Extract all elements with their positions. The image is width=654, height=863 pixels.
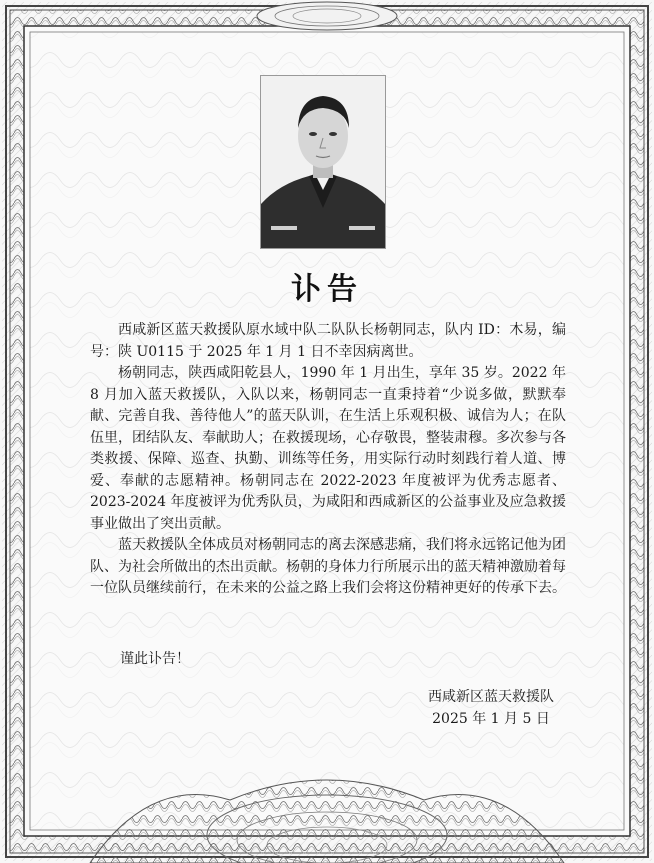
obituary-body — [90, 320, 566, 600]
memorial-portrait — [260, 75, 386, 249]
paragraph-tribute: 蓝天救援队全体成员对杨朝同志的离去深感悲痛，我们将永远铭记他为团队、为社会所做出的杰出贡献。杨朝的身体力行所展示出的蓝天精神激励着每一位队员继续前行，在未来的公益之路上我们会将这份精神更好的传承下去。 — [90, 537, 566, 596]
paragraph-intro: 西咸新区蓝天救援队原水域中队二队队长杨朝同志，队内 ID：木易，编号：陕 U0115 于 2025 年 1 月 1 日不幸因病离世。 — [90, 322, 566, 360]
portrait-photo — [261, 76, 385, 248]
signature-organization: 西咸新区蓝天救援队 — [428, 689, 554, 705]
signature-date: 2025 年 1 月 5 日 — [432, 711, 550, 727]
page-title: 讣告 — [291, 272, 363, 307]
top-rosette-ornament — [257, 2, 397, 30]
paragraph-biography: 杨朝同志，陕西咸阳乾县人，1990 年 1 月出生，享年 35 岁。2022 年 8 月加入蓝天救援队，入队以来，杨朝同志一直秉持着“少说多做，默默奉献、完善自我、善待他人”的蓝天队训，在生活上乐观积极、诚信为人；在队伍里，团结队友、奉献助人；在救援现场，心存敬畏，整装肃穆。多次参与各类救援、保障、巡查、执勤、训练等任务，用实际行动时刻践行着人道、博爱、奉献的志愿精神。杨朝同志在 2022-2023 年度被评为优秀志愿者、2023-2024 年度被评为优秀队员，为咸阳和西咸新区的公益事业及应急救援事业做出了突出贡献。 — [90, 365, 566, 532]
closing-remark: 谨此讣告！ — [120, 651, 190, 667]
signature-block — [428, 686, 554, 730]
